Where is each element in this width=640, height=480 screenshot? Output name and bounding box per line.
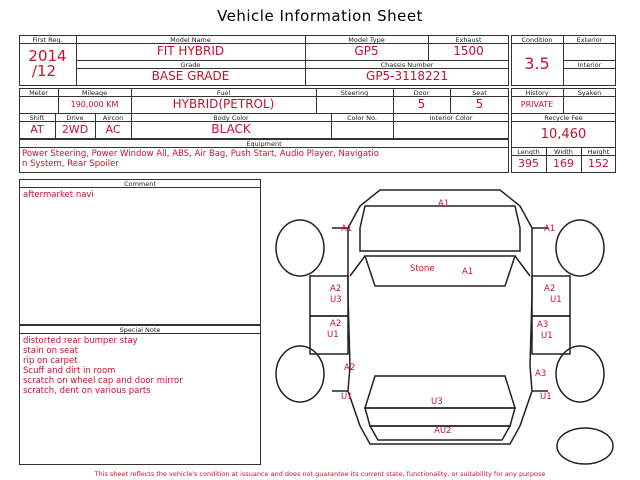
model-type-label: Model Type [348,36,385,44]
left-a-pillar [350,256,365,276]
comment-value: aftermarket navi [23,190,94,200]
syaken-label: Syaken [577,89,602,97]
condition-label: Condition [521,36,553,44]
body-color-label: Body Color [213,114,249,122]
mark-front-right-fender: A1 [544,224,556,234]
left-front-door [310,276,348,316]
width-label: Width [554,148,573,156]
mark-left-front-door-1: A2 [330,284,342,294]
mark-windshield-a1: A1 [462,267,474,277]
hood-outline [360,206,520,251]
special-note-label: Special Note [119,326,161,334]
seat-value: 5 [475,97,484,111]
door-value: 5 [417,97,426,111]
mark-right-front-door-2: U1 [550,295,562,305]
length-label: Length [517,148,540,156]
height-label: Height [587,148,610,156]
model-type-value: GP5 [354,44,379,58]
special-note-value: distorted rear bumper stay stain on seat rip on carpet Scuff and dirt in room scratch on wheel cap and door mirror scratch, dent on various parts [23,336,183,396]
recycle-fee-value: 10,460 [540,127,587,142]
mark-right-rear-fender: A3 [535,369,547,379]
right-a-pillar [515,256,530,276]
exhaust-value: 1500 [453,44,484,58]
grade-label: Grade [180,61,201,69]
equipment-label: Equipment [246,140,282,148]
tailgate-outline [365,408,515,426]
spare-wheel [557,428,613,464]
mark-right-front-door-1: A2 [544,284,556,294]
aircon-label: Aircon [102,114,124,122]
mark-right-rear-corner: U1 [540,392,552,402]
body-color-value: BLACK [211,122,251,136]
mark-rear-bumper: AU2 [434,426,452,436]
shift-value: AT [30,123,44,136]
length-value: 395 [518,157,539,170]
interior-color-label: Interior Color [429,114,473,122]
page-title: Vehicle Information Sheet [217,7,423,25]
mark-left-rear-door-1: A2 [330,319,342,329]
first-reg-month: /12 [31,62,57,80]
first-reg-year: 2014 [28,47,67,65]
first-reg-label: First Reg. [32,36,63,44]
color-no-label: Color No. [347,114,377,122]
interior-label: Interior [577,61,602,69]
mark-left-rear-door-2: U1 [327,330,339,340]
height-value: 152 [588,157,609,170]
mark-left-rear-corner: U1 [341,392,353,402]
steering-label: Steering [340,89,369,97]
exhaust-label: Exhaust [455,36,482,44]
shift-label: Shift [29,114,45,122]
mark-tailgate: U3 [431,397,443,407]
condition-value: 3.5 [524,54,550,73]
width-value: 169 [553,157,574,170]
chassis-number-value: GP5-3118221 [366,69,448,83]
drive-label: Drive [66,114,84,122]
disclaimer-footer: This sheet reflects the vehicle's condition at issuance and does not guarantee its current state, functionality, or suitability for any purpose [94,470,546,478]
chassis-number-label: Chassis Number [380,61,434,69]
mark-right-rear-door-1: A3 [537,320,549,330]
aircon-value: AC [105,123,121,136]
history-value: PRIVATE [520,100,554,109]
comment-label: Comment [124,180,156,188]
model-name-value: FIT HYBRID [156,44,225,58]
mark-windshield-stone: Stone [410,264,435,274]
mark-right-rear-door-2: U1 [541,331,553,341]
meter-label: Meter [29,89,48,97]
mileage-label: Mileage [81,89,108,97]
grade-value: BASE GRADE [151,69,230,83]
comment-box [19,179,261,325]
drive-value: 2WD [61,123,89,136]
recycle-fee-label: Recycle Fee [544,114,583,122]
mark-left-front-door-2: U3 [330,295,342,305]
mileage-value: 190,000 KM [70,100,119,109]
car-diagram [270,176,620,468]
mark-front-left-fender: A1 [341,224,353,234]
fuel-value: HYBRID(PETROL) [172,97,275,111]
front-right-wheel [556,220,604,276]
model-name-label: Model Name [170,36,211,44]
mark-hood: A1 [438,199,450,209]
seat-label: Seat [472,89,487,97]
windshield [365,256,515,286]
door-label: Door [413,89,430,97]
exterior-label: Exterior [576,36,603,44]
fuel-label: Fuel [216,89,231,97]
mark-left-rear-fender: A2 [344,363,356,373]
front-left-wheel [276,220,324,276]
history-label: History [525,89,549,97]
equipment-value: Power Steering, Power Window All, ABS, Air Bag, Push Start, Audio Player, Navigatio n System, Rear Spoiler [22,149,379,169]
